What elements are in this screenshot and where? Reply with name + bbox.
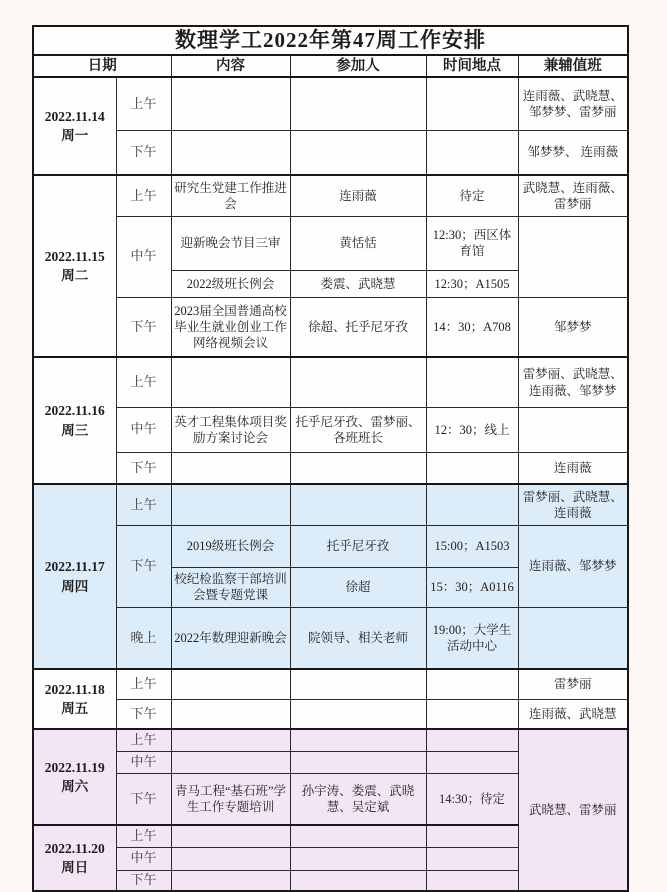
time-place-cell: 14:30；待定: [426, 773, 518, 825]
participants-cell: 托乎尼牙孜、雷梦丽、各班班长: [290, 407, 426, 452]
content-cell: 校纪检监察干部培训会暨专题党课: [171, 567, 290, 607]
duty-cell: 武晓慧、连雨薇、雷梦丽: [518, 175, 628, 216]
time-place-cell: [426, 484, 518, 525]
schedule-table: [32, 25, 629, 892]
weekday-text: 周一: [61, 128, 89, 144]
date-cell-1114: [33, 77, 116, 175]
content-cell: [171, 452, 290, 484]
date-text: 2022.11.18: [44, 681, 105, 697]
period-cell: 下午: [116, 773, 171, 825]
content-cell: [171, 77, 290, 130]
time-place-cell: 待定: [426, 175, 518, 216]
participants-cell: 托乎尼牙孜: [290, 525, 426, 567]
period-cell: 上午: [116, 729, 171, 751]
participants-cell: [290, 669, 426, 699]
date-cell-1120: [33, 825, 116, 891]
time-place-cell: [426, 729, 518, 751]
time-place-cell: [426, 130, 518, 175]
period-cell: 中午: [116, 751, 171, 773]
weekday-text: 周五: [61, 701, 89, 717]
period-cell: 中午: [116, 847, 171, 870]
column-header-participants: 参加人: [290, 55, 426, 77]
schedule-row: [33, 130, 628, 175]
time-place-cell: 15：30；A0116: [426, 567, 518, 607]
content-cell: 研究生党建工作推进会: [171, 175, 290, 216]
participants-cell: 黄恬恬: [290, 216, 426, 270]
participants-cell: [290, 751, 426, 773]
date-text: 2022.11.17: [44, 559, 105, 575]
schedule-row: [33, 297, 628, 357]
column-header-time-place: 时间地点: [426, 55, 518, 77]
time-place-cell: [426, 357, 518, 407]
time-place-cell: [426, 825, 518, 847]
period-cell: 上午: [116, 357, 171, 407]
time-place-cell: [426, 751, 518, 773]
participants-cell: [290, 357, 426, 407]
period-cell: 下午: [116, 525, 171, 607]
time-place-cell: [426, 452, 518, 484]
period-cell: 晚上: [116, 607, 171, 669]
schedule-row: [33, 357, 628, 407]
time-place-cell: 19:00；大学生活动中心: [426, 607, 518, 669]
participants-cell: 连雨薇: [290, 175, 426, 216]
duty-cell: 邹梦梦、 连雨薇: [518, 130, 628, 175]
time-place-cell: 12:30；西区体育馆: [426, 216, 518, 270]
date-cell-1116: [33, 357, 116, 484]
duty-cell: 雷梦丽、武晓慧、连雨薇: [518, 484, 628, 525]
content-cell: [171, 669, 290, 699]
column-header-duty: 兼辅值班: [518, 55, 628, 77]
time-place-cell: [426, 699, 518, 729]
content-cell: [171, 699, 290, 729]
date-cell-1119: [33, 729, 116, 825]
content-cell: [171, 847, 290, 870]
duty-cell: 连雨薇、武晓慧、邹梦梦、雷梦丽: [518, 77, 628, 130]
content-cell: 2022级班长例会: [171, 270, 290, 297]
period-cell: 下午: [116, 699, 171, 729]
content-cell: 青马工程“基石班”学生工作专题培训: [171, 773, 290, 825]
content-cell: 迎新晚会节目三审: [171, 216, 290, 270]
schedule-row: [33, 525, 628, 567]
participants-cell: [290, 452, 426, 484]
participants-cell: 徐超、托乎尼牙孜: [290, 297, 426, 357]
page-title: 数理学工2022年第47周工作安排: [33, 26, 628, 55]
duty-cell: [518, 607, 628, 669]
period-cell: 下午: [116, 452, 171, 484]
schedule-row: [33, 607, 628, 669]
weekday-text: 周六: [61, 779, 89, 795]
schedule-row: [33, 216, 628, 270]
weekday-text: 周三: [61, 422, 89, 438]
participants-cell: [290, 77, 426, 130]
content-cell: [171, 484, 290, 525]
participants-cell: [290, 699, 426, 729]
duty-cell: 雷梦丽、武晓慧、连雨薇、邹梦梦: [518, 357, 628, 407]
weekday-text: 周二: [61, 268, 89, 284]
duty-cell: 雷梦丽: [518, 669, 628, 699]
duty-cell: 连雨薇、武晓慧: [518, 699, 628, 729]
date-cell-1117: [33, 484, 116, 669]
period-cell: 中午: [116, 216, 171, 297]
participants-cell: [290, 130, 426, 175]
content-cell: [171, 870, 290, 891]
period-cell: 上午: [116, 669, 171, 699]
content-cell: [171, 130, 290, 175]
time-place-cell: [426, 847, 518, 870]
participants-cell: 孙宇涛、娄震、武晓慧、吴定斌: [290, 773, 426, 825]
content-cell: [171, 751, 290, 773]
content-cell: [171, 729, 290, 751]
schedule-row: [33, 77, 628, 130]
period-cell: 上午: [116, 175, 171, 216]
time-place-cell: [426, 870, 518, 891]
schedule-row: [33, 729, 628, 751]
duty-cell: 连雨薇: [518, 452, 628, 484]
period-cell: 上午: [116, 484, 171, 525]
schedule-row: [33, 699, 628, 729]
content-cell: [171, 825, 290, 847]
period-cell: 上午: [116, 825, 171, 847]
duty-cell: [518, 407, 628, 452]
schedule-row: [33, 669, 628, 699]
time-place-cell: [426, 669, 518, 699]
time-place-cell: 15:00；A1503: [426, 525, 518, 567]
date-cell-1115: [33, 175, 116, 357]
date-text: 2022.11.20: [44, 840, 105, 856]
schedule-row: [33, 484, 628, 525]
schedule-row: [33, 175, 628, 216]
time-place-cell: 14：30；A708: [426, 297, 518, 357]
column-header-content: 内容: [171, 55, 290, 77]
content-cell: [171, 357, 290, 407]
content-cell: 2019级班长例会: [171, 525, 290, 567]
duty-cell: 邹梦梦: [518, 297, 628, 357]
participants-cell: 徐超: [290, 567, 426, 607]
date-text: 2022.11.16: [44, 403, 105, 419]
content-cell: 2023届全国普通高校毕业生就业创业工作网络视频会议: [171, 297, 290, 357]
schedule-row: [33, 407, 628, 452]
weekday-text: 周四: [61, 578, 89, 594]
time-place-cell: [426, 77, 518, 130]
period-cell: 下午: [116, 130, 171, 175]
date-text: 2022.11.15: [44, 248, 105, 264]
participants-cell: [290, 870, 426, 891]
duty-cell: 连雨薇、邹梦梦: [518, 525, 628, 607]
time-place-cell: 12:30；A1505: [426, 270, 518, 297]
participants-cell: 娄震、武晓慧: [290, 270, 426, 297]
participants-cell: [290, 484, 426, 525]
column-header-date: 日期: [33, 55, 171, 77]
date-text: 2022.11.19: [44, 759, 105, 775]
schedule-row: [33, 452, 628, 484]
content-cell: 2022年数理迎新晚会: [171, 607, 290, 669]
period-cell: 下午: [116, 870, 171, 891]
weekday-text: 周日: [61, 860, 89, 876]
period-cell: 上午: [116, 77, 171, 130]
participants-cell: 院领导、相关老师: [290, 607, 426, 669]
date-cell-1118: [33, 669, 116, 729]
period-cell: 下午: [116, 297, 171, 357]
participants-cell: [290, 729, 426, 751]
weekend-duty-cell: 武晓慧、雷梦丽: [518, 729, 628, 891]
date-text: 2022.11.14: [44, 108, 105, 124]
period-cell: 中午: [116, 407, 171, 452]
participants-cell: [290, 825, 426, 847]
participants-cell: [290, 847, 426, 870]
time-place-cell: 12：30；线上: [426, 407, 518, 452]
content-cell: 英才工程集体项目奖励方案讨论会: [171, 407, 290, 452]
duty-cell: [518, 216, 628, 297]
